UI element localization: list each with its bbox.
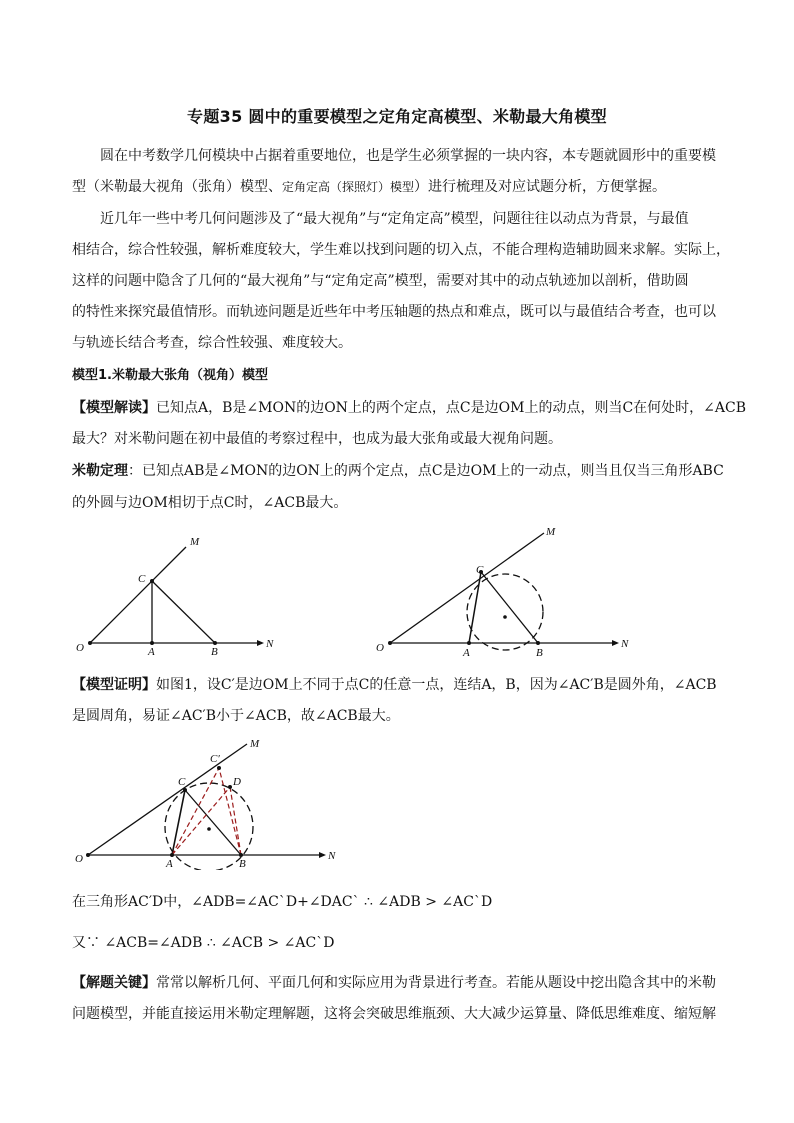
model1-heading: 模型1.米勒最大张角（视角）模型 <box>72 368 268 383</box>
fig1-label-c: C <box>138 573 146 585</box>
intro-p1-line2b: 定角定高（探照灯）模型 <box>282 180 415 194</box>
fig3-label-cprime: C′ <box>210 753 220 765</box>
key-line1 <box>72 974 716 992</box>
intro-p2-line2: 相结合，综合性较强，解析难度较大，学生难以找到问题的切入点，不能合理构造辅助圆来求解。实际上， <box>72 242 730 258</box>
intro-p1-line2a: 型（米勒最大视角（张角）模型、 <box>72 179 282 195</box>
theorem-label: 米勒定理 <box>72 463 128 479</box>
fig3-label-o: O <box>75 853 83 865</box>
fig3-label-b: B <box>239 858 246 870</box>
fig2-label-m: M <box>546 526 556 538</box>
theorem-line2: 的外圆与边OM相切于点C时，∠ACB最大。 <box>72 495 348 511</box>
intro-p2-line3: 这样的问题中隐含了几何的“最大视角”与“定角定高”模型，需要对其中的动点轨迹加以剖析，借助圆 <box>72 273 689 289</box>
interp-text1: 已知点A，B是∠MON的边ON上的两个定点，点C是边OM上的动点，则当C在何处时，∠ACB <box>156 400 746 416</box>
page-title: 专题35 圆中的重要模型之定角定高模型、米勒最大角模型 <box>187 107 607 126</box>
figure-left <box>76 536 274 658</box>
intro-p2-line1: 近几年一些中考几何问题涉及了“最大视角”与“定角定高”模型，问题往往以动点为背景，与最值 <box>100 211 689 227</box>
equation-2: 又∵ ∠ACB=∠ADB ∴ ∠ACB > ∠AC`D <box>72 935 335 951</box>
fig1-label-a: A <box>148 646 155 658</box>
interp-label: 【模型解读】 <box>72 400 156 416</box>
fig3-label-m: M <box>250 738 260 750</box>
intro-p1-line1: 圆在中考数学几何模块中占据着重要地位，也是学生必须掌握的一块内容，本专题就圆形中的重要模 <box>100 148 716 164</box>
fig1-label-o: O <box>76 642 84 654</box>
interp-line2: 最大？对米勒问题在初中最值的考察过程中，也成为最大张角或最大视角问题。 <box>72 431 562 447</box>
fig1-label-b: B <box>211 646 218 658</box>
theorem-line1 <box>72 462 724 480</box>
theorem-text1: ：已知点AB是∠MON的边ON上的两个定点，点C是边OM上的一动点，则当且仅当三角形ABC <box>128 463 724 479</box>
figure-row-1 <box>72 525 722 665</box>
key-text1: 常常以解析几何、平面几何和实际应用为背景进行考查。若能从题设中挖出隐含其中的米勒 <box>156 975 716 991</box>
fig1-label-n: N <box>266 638 274 650</box>
proof-text1: 如图1，设C′是边OM上不同于点C的任意一点，连结A，B，因为∠AC′B是圆外角，∠ACB <box>156 677 717 693</box>
fig2-label-b: B <box>536 647 543 659</box>
proof-line1 <box>72 676 717 694</box>
fig3-label-n: N <box>328 850 336 862</box>
fig2-label-a: A <box>463 647 470 659</box>
intro-p2-line5: 与轨迹长结合考查，综合性较强、难度较大。 <box>72 335 352 351</box>
intro-p1-line2c: ）进行梳理及对应试题分析，方便掌握。 <box>414 179 667 195</box>
equation-1: 在三角形AC′D中，∠ADB=∠AC`D+∠DAC` ∴ ∠ADB > ∠AC`D <box>72 894 493 910</box>
fig3-label-d: D <box>233 776 241 788</box>
fig3-label-c: C <box>178 776 186 788</box>
fig2-label-c: C <box>476 564 484 576</box>
figure-right <box>376 526 629 659</box>
fig1-label-m: M <box>190 536 200 548</box>
figure-proof <box>72 735 362 870</box>
proof-label: 【模型证明】 <box>72 677 156 693</box>
key-label: 【解题关键】 <box>72 975 156 991</box>
intro-p1-line2 <box>72 178 666 196</box>
proof-line2: 是圆周角，易证∠AC′B小于∠ACB，故∠ACB最大。 <box>72 708 400 724</box>
key-line2: 问题模型，并能直接运用米勒定理解题，这将会突破思维瓶颈、大大减少运算量、降低思维难度、缩短解 <box>72 1006 716 1022</box>
fig2-label-n: N <box>621 638 629 650</box>
intro-p2-line4: 的特性来探究最值情形。而轨迹问题是近些年中考压轴题的热点和难点，既可以与最值结合考查，也可以 <box>72 304 716 320</box>
interp-line1 <box>72 399 746 417</box>
fig2-label-o: O <box>376 642 384 654</box>
fig3-label-a: A <box>166 858 173 870</box>
